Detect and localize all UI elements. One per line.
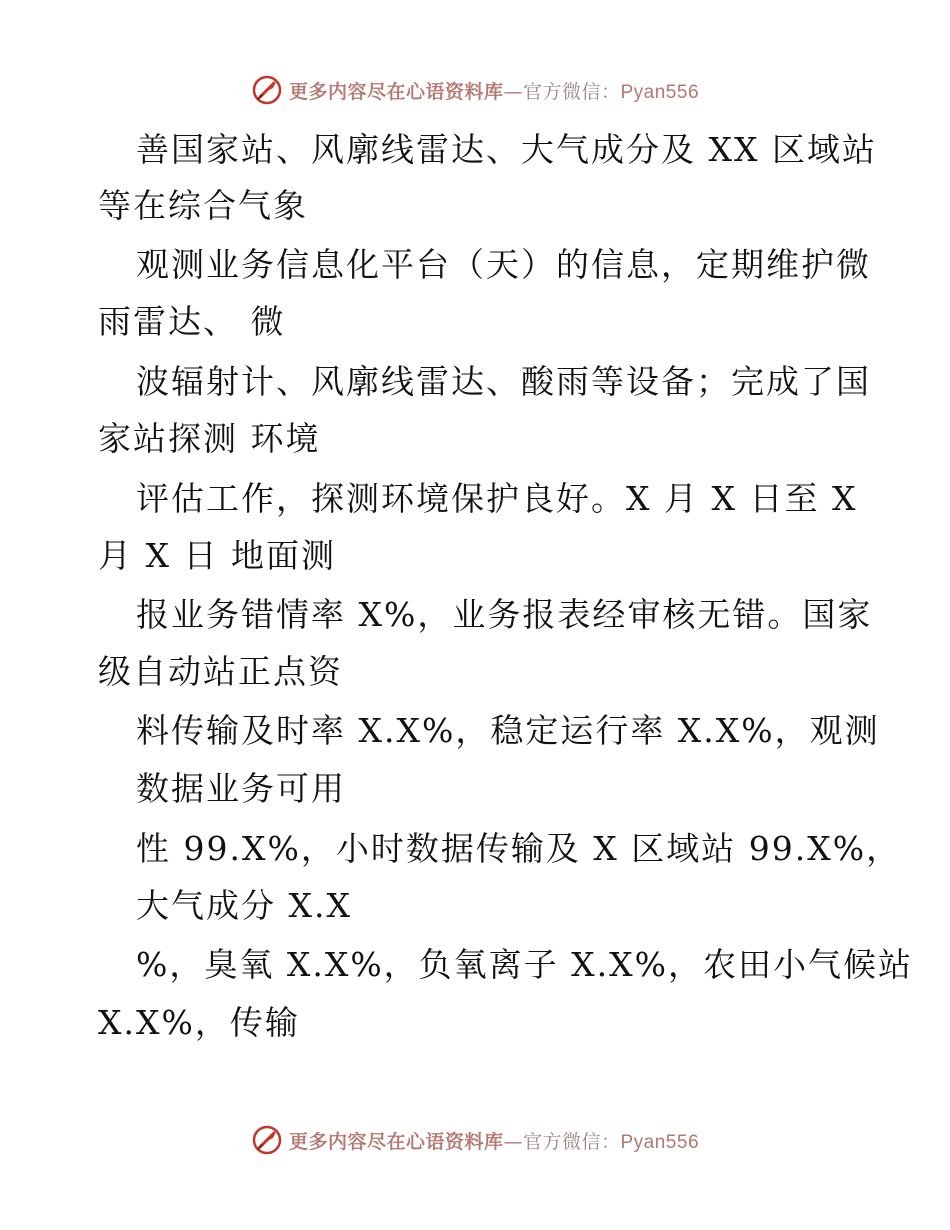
footer-dash: — — [503, 1130, 523, 1153]
footer-banner — [0, 1120, 950, 1160]
text-line: 观测业务信息化平台（天）的信息，定期维护微 — [136, 245, 871, 284]
text-line: 料传输及时率 X.X%，稳定运行率 X.X%，观测 — [136, 711, 880, 750]
header-wechat-id: Pyan556 — [620, 81, 700, 103]
text-line: 级自动站正点资 — [98, 652, 343, 691]
header-wechat-label: 官方微信： — [522, 80, 621, 103]
text-line: 数据业务可用 — [136, 769, 346, 808]
feather-logo-icon — [251, 74, 283, 106]
text-line: 月 X 日 地面测 — [98, 536, 336, 575]
text-line: 报业务错情率 X%，业务报表经审核无错。国家 — [136, 595, 873, 634]
text-line: 善国家站、风廓线雷达、大气成分及 XX 区域站 — [136, 130, 877, 169]
footer-wechat-id: Pyan556 — [620, 1131, 700, 1153]
header-banner-text — [289, 77, 699, 104]
text-line: 家站探测 环境 — [98, 419, 321, 458]
header-banner — [0, 70, 950, 110]
text-line: %，臭氧 X.X%，负氧离子 X.X%，农田小气候站 — [136, 945, 914, 984]
text-line: 等在综合气象 — [98, 186, 308, 225]
text-line: 波辐射计、风廓线雷达、酸雨等设备；完成了国 — [136, 362, 871, 401]
footer-brand-text: 更多内容尽在心语资料库 — [288, 1130, 504, 1153]
text-line: 雨雷达、 微 — [98, 302, 286, 341]
text-line: 性 99.X%，小时数据传输及 X 区域站 99.X%， — [136, 829, 902, 868]
footer-banner-text — [289, 1127, 699, 1154]
footer-wechat-label: 官方微信： — [522, 1130, 621, 1153]
text-line: X.X%，传输 — [98, 1003, 300, 1042]
text-line: 评估工作，探测环境保护良好。X 月 X 日至 X — [136, 479, 858, 518]
header-brand-text: 更多内容尽在心语资料库 — [288, 80, 504, 103]
feather-logo-icon — [251, 1124, 283, 1156]
text-line: 大气成分 X.X — [136, 886, 352, 925]
header-dash: — — [503, 80, 523, 103]
